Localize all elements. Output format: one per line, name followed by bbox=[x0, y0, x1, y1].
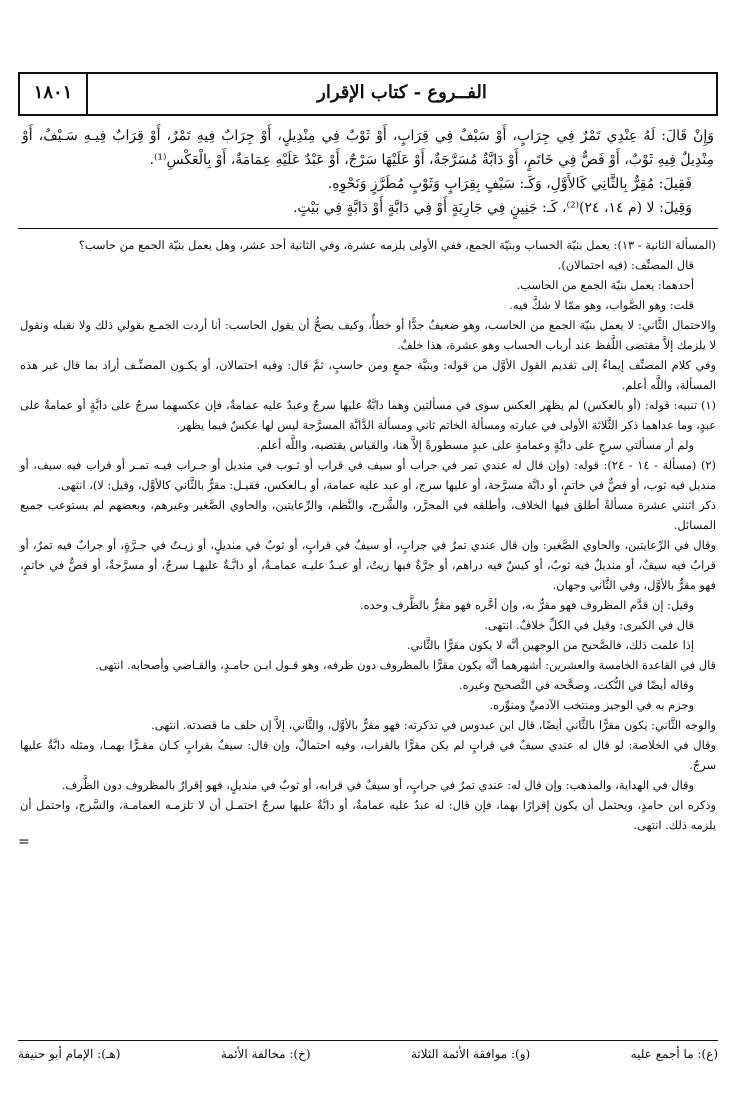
commentary-paragraph: (المسألة الثانية - ١٣): يعمل بنيّة الحساب وبنيّة الجمع، ففي الأولى يلزمه عشرة، وفي الثانية أحد عشر، وهل يعمل بنيّة الجمع من حاسب؟ bbox=[78, 238, 716, 252]
main-text bbox=[18, 116, 718, 220]
footer-legend bbox=[18, 1040, 718, 1061]
commentary-paragraph: إذا علمت ذلك، فالصَّحيح من الوجهين أنَّه لا يكون مقرًّا بالثَّاني. bbox=[406, 638, 694, 652]
page bbox=[18, 72, 718, 849]
legend-abu-hanifa: (هـ): الإمام أبو حنيفة bbox=[18, 1047, 121, 1061]
commentary-paragraph: وقال في الخلاصة: لو قال له عندي سيفٌ في قرابٍ لم يكن مقرًّا بالقراب، وفيه احتمالٌ، وإن قال: سيفٌ بقرابٍ كـان مقـرًّا بهمـا، ومثله دابَّةٌ عليها سرجٌ. bbox=[20, 738, 716, 772]
commentary-paragraph: (١) تنبيه: قوله: (أو بالعكس) لم يظهر العكس سوى في مسألتين وهما دابَّةٌ عليها سرجٌ وعبدٌ عليه عمامةٌ، فإن عكسهما سرجٌ على دابَّةٍ أو عمامةٌ على عبدٍ، وما عداهما ذكر الثَّلاثة الأولى في عبارته ومسألة الخاتم ثاني ومسألة الدَّابَّة المسرَّجة ليس لها عكسٌ فيما يظهر. bbox=[20, 398, 716, 432]
commentary-paragraph: وجزم به في الوجيز ومنتخب الآدميِّ ومنوِّره. bbox=[489, 698, 694, 712]
commentary-paragraph: قال في القاعدة الخامسة والعشرين: أشهرهما أنَّه يكون مقرًّا بالمظروف دون ظرفه، وهو قـول ابـن حامـدٍ، والقـاضي وأصحابه. انتهى. bbox=[95, 658, 716, 672]
running-title: الفــروع - كتاب الإقرار bbox=[317, 82, 487, 103]
commentary-paragraph: قلت: وهو الصَّواب، وهو ممّا لا شكَّ فيه. bbox=[509, 298, 694, 312]
commentary-paragraph: وذكره ابن حامدٍ، ويحتمل أن يكون إقرارًا بهما، فإن قال: له عبدٌ عليه عمامةٌ، أو دابَّةٌ عليها سرجٌ احتمـل أن لا تلزمـه العمامـة، والسَّرج، واحتمل أن يلزمه ذلك. انتهى. bbox=[20, 798, 716, 832]
page-header bbox=[18, 72, 718, 116]
legend-muwafaqa: (و): موافقة الأئمة الثلاثة bbox=[410, 1047, 531, 1061]
commentary-paragraph: وقاله أيضًا في النُّكت، وصحَّحه في التَّصحيح وغيره. bbox=[459, 678, 694, 692]
commentary-paragraph: وقيل: إن قدَّم المظروف فهو مقرٌّ به، وإن أخَّره فهو مقرٌّ بالظَّرف وحده. bbox=[359, 598, 694, 612]
matn-paragraph: وَإِنْ قَالَ: لَهُ عِنْدِي تَمْرٌ فِي جِرَابٍ، أَوْ سَيْفٌ فِي قِرَابٍ، أَوْ ثَوْبٌ فِي مِنْدِيلٍ، أَوْ جِرَابٌ فِيهِ تَمْرٌ، أَوْ قِرَابٌ فِيـهِ سَـيْفٌ، أَوْ مِنْدِيلٌ فِيهِ ثَوْبٌ، أَوْ فَصٌّ فِي خَاتَمٍ، أَوْ دَابَّةٌ مُسَرَّجَةٌ، أَوْ عَلَيْهَا سَرْجٌ، أَوْ عَبْدٌ عَلَيْهِ عِمَامَةٌ، أَوْ بِالْعَكْسِ⁽¹⁾. bbox=[22, 128, 714, 168]
matn-paragraph: فَقِيلَ: مُقِرٌّ بِالثَّانِي كَالأَوَّلِ، وَكَـ: سَيْفٍ بِقِرَابٍ وَثَوْبٍ مُطَرَّزٍ وَنَحْوِهِ. bbox=[327, 176, 692, 192]
commentary-paragraph: قال في الكبرى: وقيل في الكلِّ خلافٌ. انتهى. bbox=[484, 618, 694, 632]
legend-ijma: (ع): ما أجمع عليه bbox=[630, 1047, 718, 1061]
commentary bbox=[18, 235, 718, 835]
commentary-paragraph: ذكر اثنتي عشرة مسألةً أطلق فيها الخلاف، وأطلقه في المحرَّر، والشَّرح، والنَّظم، والرِّعايتين، والحاوي الصَّغير وغيرهم، وبعضهم لم يستوعب جميع المسائل. bbox=[20, 498, 716, 532]
commentary-paragraph: والاحتمال الثَّاني: لا يعمل بنيّة الجمع من الحاسب، وهو ضعيفٌ جدًّا أو خطأٌ، وكيف يصحُّ أن يقول الحاسب: أنا أردت الجمـع بقولي ذلك ولا نقبله ونقول لا يلزمك إلاَّ مقتضى اللَّفظ عند أرباب الحساب وهو عشرة، هذا خلفٌ. bbox=[20, 318, 716, 352]
end-mark: = bbox=[18, 834, 30, 850]
commentary-paragraph: وفي كلام المصنِّف إيماءٌ إلى تقديم القول الأوَّل من قوله: وبنيَّة جمعٍ ومن حاسبٍ، ثمَّ قال: وفيه احتمالان، أو يكـون المصنِّـف أراد بما قال غير هذه المسألة، واللَّه أعلم. bbox=[20, 358, 716, 392]
legend-mukhalafa: (خ): مخالفة الأئمة bbox=[220, 1047, 311, 1061]
separator-line bbox=[18, 228, 718, 229]
matn-paragraph: وَقِيلَ: لا (م ١٤، ٢٤)⁽²⁾، كَـ: جَنِينٍ فِي جَارِيَةٍ أَوْ فِي دَابَّةٍ أَوْ دَابَّةٍ فِي بَيْتٍ. bbox=[292, 200, 692, 216]
commentary-paragraph: أحدهما: يعمل بنيّة الجمع من الحاسب. bbox=[516, 278, 694, 292]
commentary-paragraph: (٢) (مسألة - ١٤ - ٢٤): قوله: (وإن قال له عندي تمر في جراب أو سيف في قراب أو ثـوب في منديل أو جـراب فيـه تمـر أو قراب فيه سيف، أو منديل فيه ثوب، أو فصٌّ في خاتمٍ، أو دابَّة مسرَّجة، أو عليها سرج، أو عبد عليه عمامة، أو بـالعكس، فقيـل: مقرٌّ بالثَّاني كالأوَّل، وقيل: لا)، انتهى. bbox=[20, 458, 716, 492]
commentary-paragraph: وقال في الهداية، والمذهب: وإن قال له: عندي تمرٌ في جرابٍ، أو سيفٌ في قرابه، أو ثوبٌ في منديلٍ، فهو إقرارٌ بالمظروف دون الظَّرف. bbox=[61, 778, 694, 792]
commentary-paragraph: والوجه الثَّاني: يكون مقرًّا بالثَّاني أيضًا، قال ابن عبدوس في تذكرته: فهو مقرٌّ بالأوَّل، والثَّاني، إلاَّ إن حلف ما قصدته. انتهى. bbox=[151, 718, 716, 732]
commentary-paragraph: ولم أر مسألتي سرجٍ على دابَّةٍ وعمامةٍ على عبدٍ مسطورةً إلاَّ هنا، والقياس يقتضيه، واللَّه أعلم. bbox=[256, 438, 694, 452]
page-number: ١٨٠١ bbox=[20, 74, 88, 114]
commentary-paragraph: وقال في الرِّعايتين، والحاوي الصَّغير: وإن قال عندي تمرٌ في جرابٍ، أو سيفٌ في قرابٍ، أو ثوبٌ في منديلٍ، أو زيـتٌ في جـرَّةٍ، أو جرابٌ فيه تمرٌ، أو قرابٌ فيه سيفٌ، أو منديلٌ فيه ثوبٌ، أو كيسٌ فيه دراهم، أو جرَّةٌ فيها زيتٌ، أو عبـدٌ عليـه عمامـةٌ، أو دابَّـةٌ عليهـا سرجٌ، أو مسرَّجةٌ، أو فصٌّ في خاتمٍ، فهو مقرٌّ بالأوَّل، وفي الثَّاني وجهان. bbox=[20, 538, 716, 592]
commentary-paragraph: قال المصنِّف: (فيه احتمالان). bbox=[557, 258, 694, 272]
